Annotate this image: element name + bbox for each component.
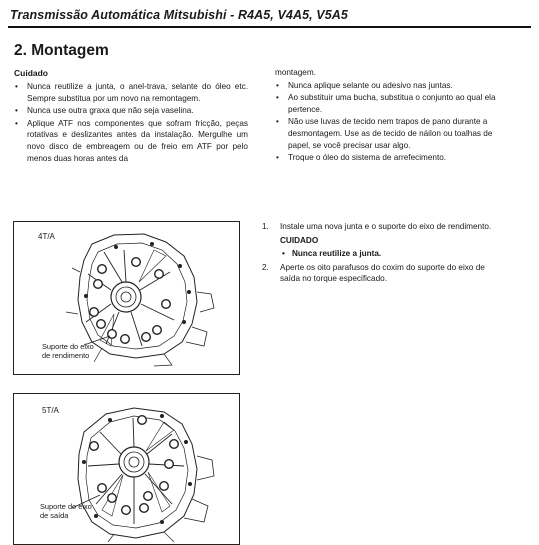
caution-item: • Aplique ATF nos componentes que sofram fricção, peças rotativas e deslizantes antes da instalação. Mergulhe um novo disco de embreagem ou de freio em ATF por pelo menos duas horas antes da [14, 118, 248, 164]
figure-tag: 5T/A [42, 406, 59, 415]
figure-callout: Suporte do eixo de rendimento [42, 342, 94, 360]
transmission-housing-drawing [14, 394, 239, 544]
caution-continuation: montagem. [275, 68, 316, 77]
step-number: 1. [262, 222, 269, 231]
caution-item: • Nunca aplique selante ou adesivo nas juntas. [275, 80, 511, 92]
figure-5ta-housing [13, 393, 240, 545]
caution-label: Cuidado [14, 68, 48, 78]
figure-callout: Suporte do eixo de saída [40, 502, 92, 520]
header-title: Transmissão Automática Mitsubishi - R4A5, V4A5, V5A5 [10, 8, 348, 22]
caution-left-column [14, 81, 248, 165]
caution-item: • Nunca reutilize a junta, o anel-trava, selante do óleo etc. Sempre substitua por um novo na remontagem. [14, 81, 248, 104]
step-caution-item: • Nunca reutilize a junta. [262, 249, 502, 258]
caution-item: • Nunca use outra graxa que não seja vaselina. [14, 105, 248, 117]
step-number: 2. [262, 263, 269, 272]
figure-4ta-housing [13, 221, 240, 375]
caution-item: • Ao substituir uma bucha, substitua o conjunto ao qual ela pertence. [275, 92, 511, 115]
section-title: 2. Montagem [14, 42, 109, 59]
step-text: Instale uma nova junta e o suporte do eixo de rendimento. [280, 222, 492, 231]
step-caution-label: CUIDADO [280, 236, 319, 245]
step-2 [262, 262, 502, 284]
caution-item: • Não use luvas de tecido nem trapos de pano durante a desmontagem. Use as de tecido de náilon ou toalhas de papel, se você precisar usar algo. [275, 116, 511, 151]
step-text: Aperte os oito parafusos do coxim do suporte do eixo de saída no torque especificado. [280, 263, 485, 283]
caution-item: • Troque o óleo do sistema de arrefecimento. [275, 152, 511, 164]
step-1 [262, 221, 502, 232]
figure-tag: 4T/A [38, 232, 55, 241]
procedure-steps [262, 221, 502, 288]
caution-right-column [275, 67, 511, 165]
header-rule [8, 26, 531, 28]
